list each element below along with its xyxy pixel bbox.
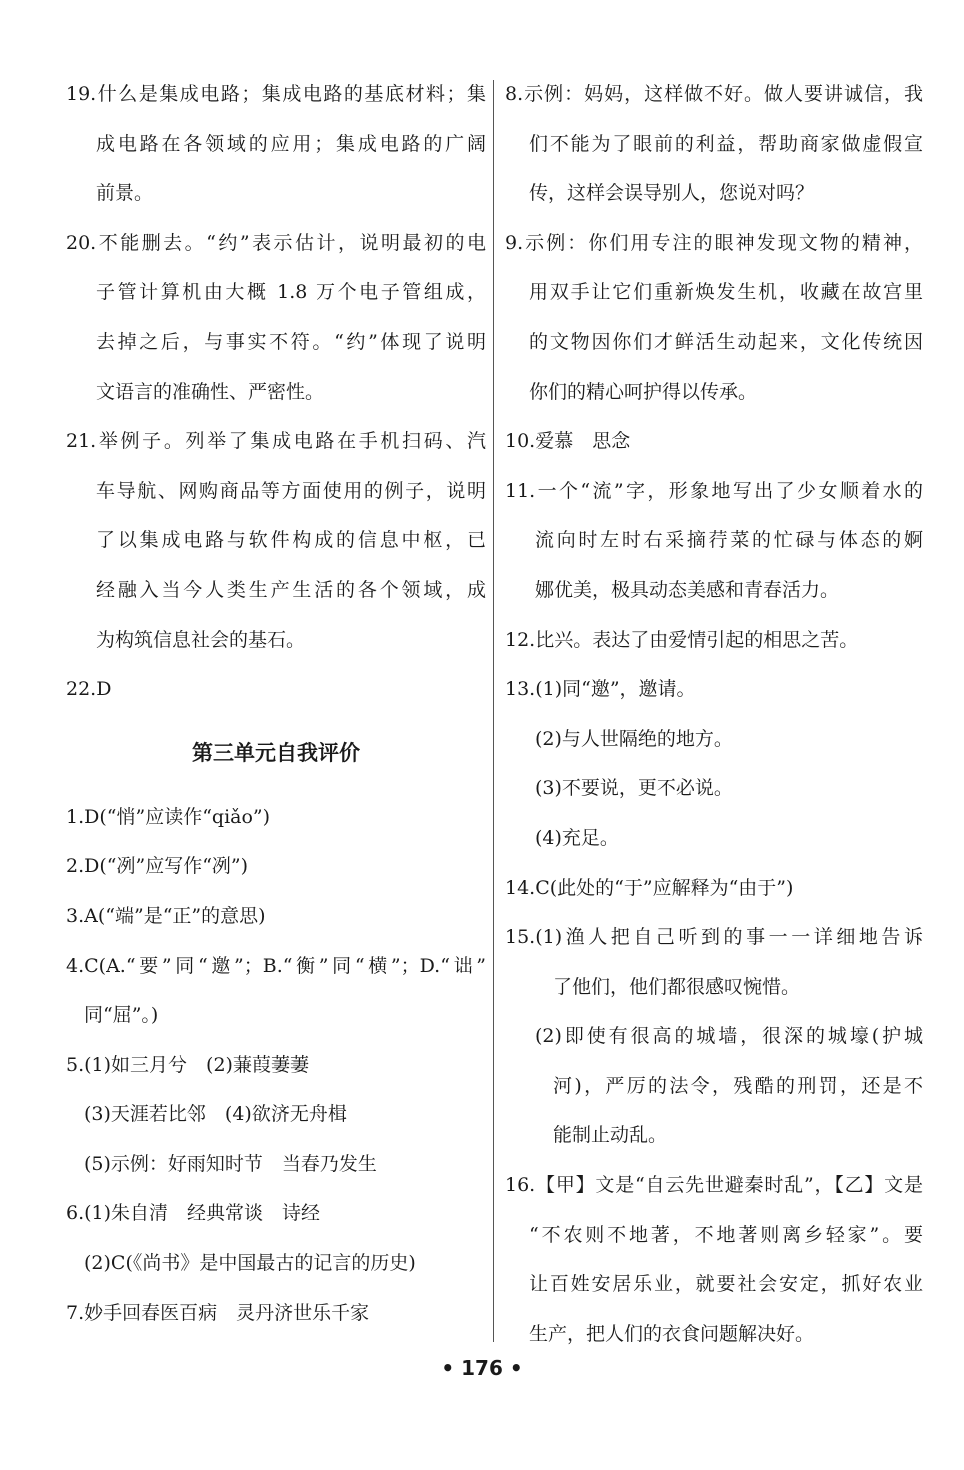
answer-s5 [66, 1041, 486, 1190]
answer-s12: 12.比兴。表达了由爱情引起的相思之苦。 [505, 628, 859, 651]
text-line: 你们的精心呵护得以传承。 [529, 380, 758, 403]
text-line: 16.【甲】文是“自云先世避秦时乱”，【乙】文是 [505, 1174, 923, 1197]
text-line: 同“屈”。) [84, 1004, 159, 1027]
text-line: 娜优美，极具动态美感和青春活力。 [535, 578, 840, 601]
answer-20 [66, 219, 486, 417]
text-line: 能制止动乱。 [553, 1124, 668, 1147]
answer-s3: 3.A(“端”是“正”的意思) [66, 904, 266, 927]
right-column [505, 70, 923, 1359]
answer-s16 [505, 1161, 923, 1359]
text-line: 5.(1)如三月兮 (2)蒹葭萋萋 [66, 1053, 309, 1076]
answer-s1: 1.D(“悄”应读作“qiǎo”) [66, 805, 271, 828]
text-line: (2)即使有很高的城墙，很深的城壕(护城 [535, 1025, 923, 1048]
text-line: 8.示例：妈妈，这样做不好。做人要讲诚信，我 [505, 83, 923, 105]
text-line: 经融入当今人类生产生活的各个领域，成 [96, 578, 486, 601]
text-line: 了以集成电路与软件构成的信息中枢，已 [96, 529, 486, 552]
text-line: (2)与人世隔绝的地方。 [535, 727, 733, 750]
answer-19 [66, 70, 486, 219]
text-line: 19.什么是集成电路；集成电路的基底材料；集 [66, 83, 486, 105]
answer-s6 [66, 1189, 486, 1288]
text-line: 用双手让它们重新焕发生机，收藏在故宫里 [529, 281, 923, 304]
text-line: (2)C(《尚书》是中国最古的记言的历史) [84, 1252, 416, 1275]
answer-s7: 7.妙手回春医百病 灵丹济世乐千家 [66, 1301, 370, 1324]
answer-s10: 10.爱慕 思念 [505, 430, 631, 453]
text-line: 子管计算机由大概 1.8 万个电子管组成， [96, 281, 486, 304]
text-line: 15.(1)渔人把自己听到的事一一详细地告诉 [505, 926, 923, 949]
text-line: 传，这样会误导别人，您说对吗？ [529, 182, 815, 205]
answer-s14: 14.C(此处的“于”应解释为“由于”) [505, 876, 794, 899]
answer-22: 22.D [66, 678, 112, 701]
column-divider [493, 80, 494, 1342]
text-line: 6.(1)朱自清 经典常谈 诗经 [66, 1202, 321, 1225]
section-title: 第三单元自我评价 [192, 740, 360, 765]
text-line: 前景。 [96, 182, 154, 205]
text-line: 河)，严厉的法令，残酷的刑罚，还是不 [553, 1074, 923, 1097]
text-line: 13.(1)同“邀”，邀请。 [505, 678, 696, 701]
answer-s11 [505, 467, 923, 616]
text-line: 11.一个“流”字，形象地写出了少女顺着水的 [505, 479, 923, 502]
text-line: (3)天涯若比邻 (4)欲济无舟楫 [84, 1103, 347, 1126]
text-line: 文语言的准确性、严密性。 [96, 380, 325, 403]
text-line: 去掉之后，与事实不符。“约”体现了说明 [96, 330, 486, 353]
text-line: 流向时左时右采摘荇菜的忙碌与体态的婀 [535, 529, 923, 552]
answer-s9 [505, 219, 923, 417]
text-line: 的文物因你们才鲜活生动起来，文化传统因 [529, 330, 923, 353]
text-line: 4.C(A.“要”同“邀”；B.“衡”同“横”；D.“诎” [66, 954, 486, 977]
text-line: 9.示例：你们用专注的眼神发现文物的精神， [505, 231, 923, 254]
text-line: 们不能为了眼前的利益，帮助商家做虚假宣 [529, 132, 923, 155]
page-number: • 176 • [441, 1356, 523, 1380]
text-line: 20.不能删去。“约”表示估计，说明最初的电 [66, 231, 486, 254]
answer-s8 [505, 70, 923, 219]
text-line: 了他们，他们都很感叹惋惜。 [553, 975, 801, 998]
text-line: (4)充足。 [535, 826, 619, 849]
text-line: (3)不要说，更不必说。 [535, 777, 733, 800]
text-line: 成电路在各领域的应用；集成电路的广阔 [96, 132, 486, 155]
text-line: 车导航、网购商品等方面使用的例子，说明 [96, 479, 486, 502]
text-line: 为构筑信息社会的基石。 [96, 628, 306, 651]
left-column [66, 70, 486, 1338]
text-line: 生产，把人们的衣食问题解决好。 [529, 1322, 815, 1345]
text-line: (5)示例：好雨知时节 当春乃发生 [84, 1152, 377, 1175]
answer-s13 [505, 665, 923, 863]
text-line: “不农则不地著，不地著则离乡轻家”。要 [529, 1223, 923, 1246]
answer-s2: 2.D(“冽”应写作“冽”) [66, 855, 249, 878]
answer-s4 [66, 942, 486, 1041]
answer-21 [66, 417, 486, 665]
answer-s15 [505, 913, 923, 1161]
text-line: 21.举例子。列举了集成电路在手机扫码、汽 [66, 430, 486, 453]
text-line: 让百姓安居乐业，就要社会安定，抓好农业 [529, 1273, 923, 1296]
